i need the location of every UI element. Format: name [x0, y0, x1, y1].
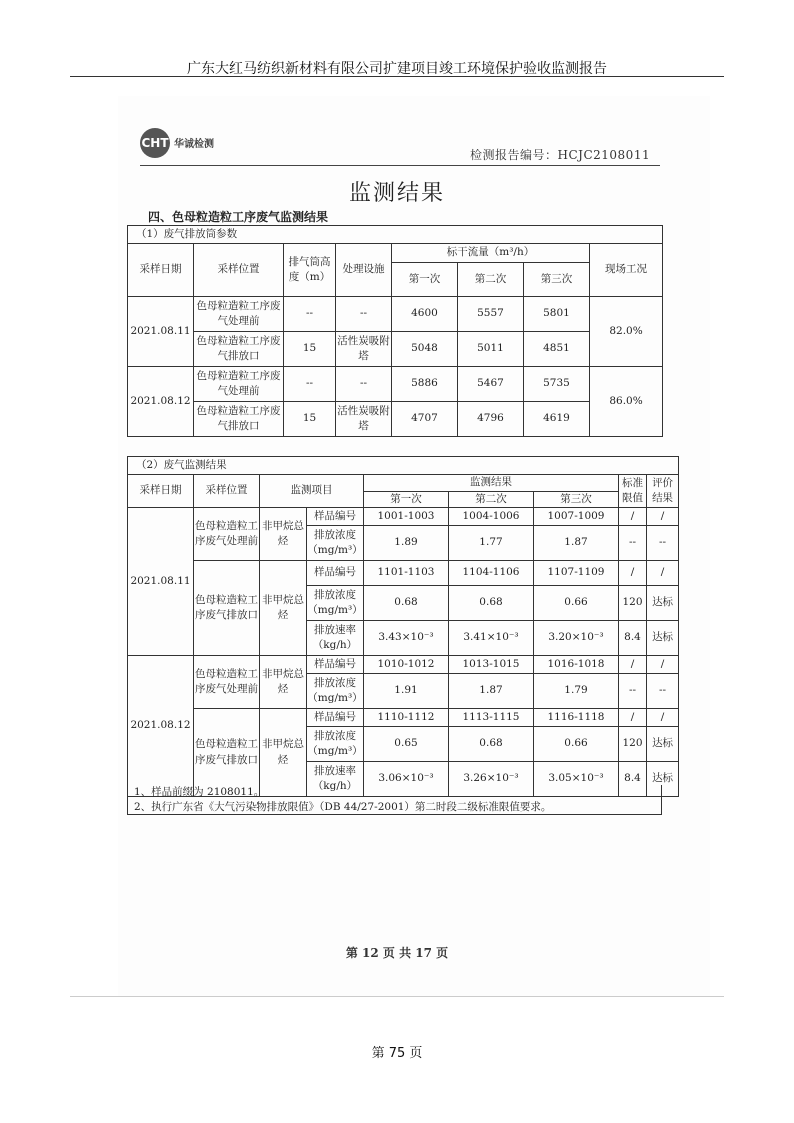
cell-value: 0.68	[449, 586, 534, 621]
th-first: 第一次	[392, 263, 458, 297]
row-facility: 活性炭吸附塔	[336, 402, 392, 437]
param-concentration: 排放浓度（mg/m³）	[307, 526, 364, 561]
th-date: 采样日期	[128, 244, 194, 297]
cell-eval: --	[647, 674, 679, 709]
row-location: 色母粒造粒工序废气处理前	[194, 297, 284, 332]
cell-value: 1101-1103	[364, 561, 449, 586]
row-value: 4600	[392, 297, 458, 332]
cell-value: 1013-1015	[449, 656, 534, 674]
cell-value: 1010-1012	[364, 656, 449, 674]
row-height: 15	[284, 402, 336, 437]
row-pollutant: 非甲烷总烃	[260, 656, 307, 709]
cell-eval: /	[647, 709, 679, 727]
cell-value: 3.06×10⁻³	[364, 762, 449, 797]
row-value: 5801	[524, 297, 590, 332]
row-value: 4796	[458, 402, 524, 437]
th-second: 第二次	[449, 491, 534, 508]
cell-value: 3.05×10⁻³	[534, 762, 619, 797]
row-height: --	[284, 367, 336, 402]
row-value: 5467	[458, 367, 524, 402]
cell-limit: /	[619, 709, 647, 727]
row-date: 2021.08.12	[128, 656, 194, 797]
param-concentration: 排放浓度（mg/m³）	[307, 674, 364, 709]
cell-value: 1.87	[449, 674, 534, 709]
cell-value: 3.26×10⁻³	[449, 762, 534, 797]
cell-value: 1007-1009	[534, 508, 619, 526]
row-value: 5048	[392, 332, 458, 367]
th-limit: 标准限值	[619, 475, 647, 508]
row-height: 15	[284, 332, 336, 367]
cell-eval: 达标	[647, 727, 679, 762]
cell-value: 3.20×10⁻³	[534, 621, 619, 656]
param-concentration: 排放浓度（mg/m³）	[307, 727, 364, 762]
row-location: 色母粒造粒工序废气排放口	[194, 561, 260, 656]
cell-value: 1104-1106	[449, 561, 534, 586]
row-location: 色母粒造粒工序废气排放口	[194, 332, 284, 367]
cell-eval: 达标	[647, 621, 679, 656]
cell-value: 3.41×10⁻³	[449, 621, 534, 656]
cell-limit: 120	[619, 586, 647, 621]
row-location: 色母粒造粒工序废气排放口	[194, 402, 284, 437]
row-location: 色母粒造粒工序废气处理前	[194, 656, 260, 709]
row-value: 5886	[392, 367, 458, 402]
cell-value: 1.87	[534, 526, 619, 561]
row-pollutant: 非甲烷总烃	[260, 709, 307, 797]
cell-value: 1.77	[449, 526, 534, 561]
row-value: 5557	[458, 297, 524, 332]
th-second: 第二次	[458, 263, 524, 297]
cell-value: 1016-1018	[534, 656, 619, 674]
th-location: 采样位置	[194, 244, 284, 297]
report-header-title: 广东大红马纺织新材料有限公司扩建项目竣工环境保护验收监测报告	[187, 61, 607, 77]
cell-value: 0.66	[534, 586, 619, 621]
cell-eval: /	[647, 656, 679, 674]
cell-eval: 达标	[647, 586, 679, 621]
cell-value: 0.68	[449, 727, 534, 762]
row-condition: 82.0%	[590, 297, 663, 367]
param-rate: 排放速率（kg/h）	[307, 621, 364, 656]
param-rate: 排放速率（kg/h）	[307, 762, 364, 797]
cell-value: 0.65	[364, 727, 449, 762]
th-date: 采样日期	[128, 475, 194, 508]
cell-value: 1.89	[364, 526, 449, 561]
param-sample-no: 样品编号	[307, 561, 364, 586]
row-pollutant: 非甲烷总烃	[260, 508, 307, 561]
th-result-group: 监测结果	[364, 475, 619, 492]
row-location: 色母粒造粒工序废气处理前	[194, 508, 260, 561]
row-height: --	[284, 297, 336, 332]
th-flow-group: 标干流量（m³/h）	[392, 244, 590, 263]
logo-text: 华诚检测	[174, 139, 214, 150]
param-sample-no: 样品编号	[307, 709, 364, 727]
row-value: 4851	[524, 332, 590, 367]
th-item: 监测项目	[260, 475, 364, 508]
page-number: 第 75 页	[371, 1046, 423, 1061]
cell-limit: 120	[619, 727, 647, 762]
report-divider	[140, 165, 660, 166]
th-facility: 处理设施	[336, 244, 392, 297]
report-number: 检测报告编号：HCJC2108011	[470, 148, 651, 162]
row-location: 色母粒造粒工序废气排放口	[194, 709, 260, 797]
th-condition: 现场工况	[590, 244, 663, 297]
row-date: 2021.08.11	[128, 297, 194, 367]
cell-value: 1116-1118	[534, 709, 619, 727]
row-pollutant: 非甲烷总烃	[260, 561, 307, 656]
th-stack-height: 排气筒高度（m）	[284, 244, 336, 297]
th-first: 第一次	[364, 491, 449, 508]
cell-value: 3.43×10⁻³	[364, 621, 449, 656]
cell-value: 1.79	[534, 674, 619, 709]
cell-value: 0.66	[534, 727, 619, 762]
table1-caption: （1）废气排放筒参数	[128, 226, 663, 244]
cell-limit: /	[619, 508, 647, 526]
exhaust-results-table	[127, 456, 679, 797]
cell-limit: /	[619, 561, 647, 586]
row-value: 5011	[458, 332, 524, 367]
cell-eval: /	[647, 508, 679, 526]
cell-value: 1004-1006	[449, 508, 534, 526]
row-location: 色母粒造粒工序废气处理前	[194, 367, 284, 402]
param-concentration: 排放浓度（mg/m³）	[307, 586, 364, 621]
cell-value: 1113-1115	[449, 709, 534, 727]
row-facility: 活性炭吸附塔	[336, 332, 392, 367]
row-date: 2021.08.12	[128, 367, 194, 437]
inner-page-number: 第 12 页 共 17 页	[345, 946, 449, 960]
stack-parameters-table	[127, 225, 663, 437]
th-location: 采样位置	[194, 475, 260, 508]
logo-mark: CHT	[140, 128, 170, 158]
cell-value: 0.68	[364, 586, 449, 621]
cell-limit: 8.4	[619, 762, 647, 797]
row-condition: 86.0%	[590, 367, 663, 437]
cell-limit: --	[619, 526, 647, 561]
row-value: 4619	[524, 402, 590, 437]
th-eval: 评价结果	[647, 475, 679, 508]
param-sample-no: 样品编号	[307, 656, 364, 674]
note-item: 2、执行广东省《大气污染物排放限值》（DB 44/27-2001）第二时段二级标准限值要求。	[134, 801, 552, 814]
company-logo	[140, 128, 240, 162]
th-third: 第三次	[534, 491, 619, 508]
page-title: 监测结果	[348, 181, 445, 206]
table-notes	[127, 785, 662, 815]
row-facility: --	[336, 367, 392, 402]
param-sample-no: 样品编号	[307, 508, 364, 526]
cell-limit: 8.4	[619, 621, 647, 656]
cell-limit: --	[619, 674, 647, 709]
row-value: 4707	[392, 402, 458, 437]
note-item: 1、样品前缀为 2108011。	[134, 786, 265, 798]
row-facility: --	[336, 297, 392, 332]
cell-eval: /	[647, 561, 679, 586]
cell-eval: --	[647, 526, 679, 561]
cell-value: 1110-1112	[364, 709, 449, 727]
cell-value: 1001-1003	[364, 508, 449, 526]
row-value: 5735	[524, 367, 590, 402]
th-third: 第三次	[524, 263, 590, 297]
table2-caption: （2）废气监测结果	[128, 457, 679, 475]
header-divider	[70, 76, 724, 77]
cell-value: 1.91	[364, 674, 449, 709]
row-date: 2021.08.11	[128, 508, 194, 656]
cell-eval: 达标	[647, 762, 679, 797]
cell-limit: /	[619, 656, 647, 674]
footer-divider	[70, 996, 724, 997]
cell-value: 1107-1109	[534, 561, 619, 586]
section-heading: 四、色母粒造粒工序废气监测结果	[148, 210, 329, 224]
